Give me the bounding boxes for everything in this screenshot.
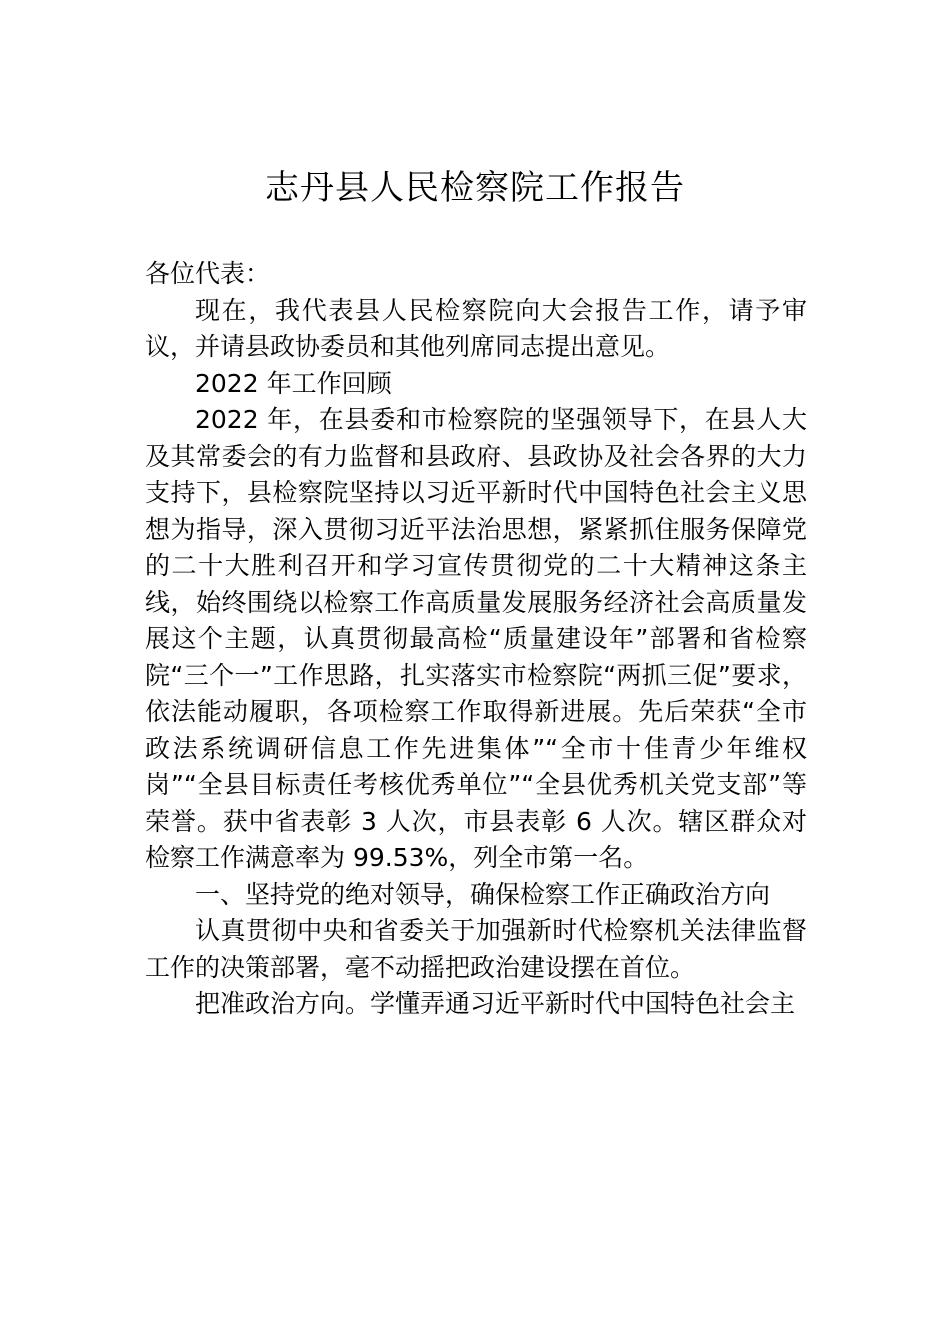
section-1-subparagraph: 把准政治方向。学懂弄通习近平新时代中国特色社会主 xyxy=(195,989,796,1018)
section-heading-1: 一、坚持党的绝对领导，确保检察工作正确政治方向 xyxy=(195,879,771,909)
document-title: 志丹县人民检察院工作报告 xyxy=(265,168,685,208)
intro-paragraph: 现在，我代表县人民检察院向大会报告工作，请予审议，并请县政协委员和其他列席同志提出意见。 xyxy=(145,295,807,361)
document-body xyxy=(145,256,807,1023)
review-paragraph: 2022 年，在县委和市检察院的坚强领导下，在县人大及其常委会的有力监督和县政府、县政协及社会各界的大力支持下，县检察院坚持以习近平新时代中国特色社会主义思想为指导，深入贯彻习近平法治思想，紧紧抓住服务保障党的二十大胜利召开和学习宣传贯彻党的二十大精神这条主线，始终围绕以检察工作高质量发展服务经济社会高质量发展这个主题，认真贯彻最高检“质量建设年”部署和省检察院“三个一”工作思路，扎实落实市检察院“两抓三促”要求，依法能动履职，各项检察工作取得新进展。先后荣获“全市政法系统调研信息工作先进集体”“全市十佳青少年维权岗”“全县目标责任考核优秀单位”“全县优秀机关党支部”等荣誉。获中省表彰 3 人次，市县表彰 6 人次。辖区群众对检察工作满意率为 99.53%，列全市第一名。 xyxy=(145,405,807,872)
salutation: 各位代表： xyxy=(145,259,271,288)
section-1-paragraph: 认真贯彻中央和省委关于加强新时代检察机关法律监督工作的决策部署，毫不动摇把政治建设摆在首位。 xyxy=(145,916,807,982)
section-heading-review: 2022 年工作回顾 xyxy=(195,368,392,398)
